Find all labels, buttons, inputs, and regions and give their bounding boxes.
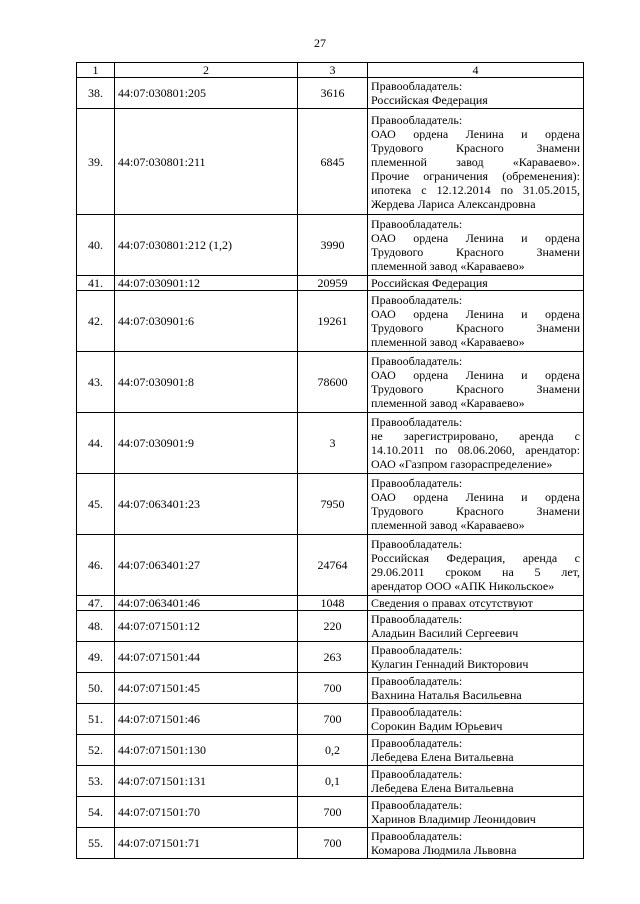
cadastral-number: 44:07:063401:46 [115,596,298,611]
rights-text-line: Правообладатель: [371,674,463,688]
rights-text-line: Правообладатель: [371,354,463,368]
rights-text-line: Сорокин Вадим Юрьевич [371,719,503,733]
table-row [77,215,584,276]
rights-text-line: Правообладатель: [371,476,463,490]
rights-text-line: Харинов Владимир Леонидович [371,812,536,826]
rights-text-line: Правообладатель: [371,612,463,626]
table-row [77,413,584,474]
plot-area: 3616 [298,78,368,109]
row-number: 54. [77,797,115,828]
rights-text-line: Кулагин Геннадий Викторович [371,657,529,671]
rights-holder-info [368,78,584,109]
rights-text-line: ОАО ордена Ленина и ордена [371,307,580,321]
table-row [77,596,584,611]
rights-holder-info [368,413,584,474]
plot-area: 263 [298,642,368,673]
rights-text-line: Вахнина Наталья Васильевна [371,688,522,702]
cadastral-number: 44:07:030801:212 (1,2) [115,215,298,276]
cadastral-number: 44:07:071501:130 [115,735,298,766]
rights-text-line: племенной завод «Караваево» [371,396,525,410]
rights-text-line: племенной завод «Караваево». [371,154,580,169]
row-number: 55. [77,828,115,859]
land-plots-table [76,62,584,859]
rights-text-line: Правообладатель: [371,537,463,551]
rights-text-line: Лебедева Елена Витальевна [371,750,514,764]
row-number: 43. [77,352,115,413]
rights-holder-info [368,642,584,673]
plot-area: 78600 [298,352,368,413]
rights-text-line: ОАО «Газпром газораспределение» [371,457,553,471]
rights-text-line: Трудового Красного Знамени [371,321,580,335]
cadastral-number: 44:07:071501:44 [115,642,298,673]
table-body [77,78,584,859]
plot-area: 1048 [298,596,368,611]
rights-text-line: ипотека с 12.12.2014 по 31.05.2015, [371,182,580,197]
rights-text-line: Трудового Красного Знамени [371,140,580,155]
table-row [77,766,584,797]
rights-text-line: Российская Федерация [371,93,488,107]
rights-text-line: Правообладатель: [371,217,463,231]
row-number: 51. [77,704,115,735]
row-number: 49. [77,642,115,673]
cadastral-number: 44:07:030901:6 [115,291,298,352]
plot-area: 220 [298,611,368,642]
rights-text-line: Правообладатель: [371,767,463,781]
rights-text-line: Прочие ограничения (обременения): [371,168,580,183]
row-number: 47. [77,596,115,611]
rights-text-line: Правообладатель: [371,798,463,812]
column-header-number: 1 [77,63,115,78]
plot-area: 19261 [298,291,368,352]
rights-text-line: ОАО ордена Ленина и ордена [371,490,580,504]
table-row [77,735,584,766]
plot-area: 3990 [298,215,368,276]
rights-holder-info [368,596,584,611]
table-row [77,291,584,352]
rights-holder-info [368,828,584,859]
rights-text-line: Правообладатель: [371,829,463,843]
rights-text-line: ОАО ордена Ленина и ордена [371,231,580,245]
rights-text-line: Правообладатель: [371,643,463,657]
plot-area: 0,2 [298,735,368,766]
row-number: 41. [77,276,115,291]
row-number: 39. [77,109,115,215]
cadastral-number: 44:07:071501:70 [115,797,298,828]
table-row [77,797,584,828]
plot-area: 700 [298,828,368,859]
cadastral-number: 44:07:071501:45 [115,673,298,704]
rights-text-line: 29.06.2011 сроком на 5 лет, [371,565,580,579]
table-row [77,673,584,704]
rights-text-line: Жердева Лариса Александровна [371,196,536,211]
row-number: 46. [77,535,115,596]
rights-holder-info [368,535,584,596]
plot-area: 700 [298,704,368,735]
table-row [77,704,584,735]
cadastral-number: 44:07:071501:131 [115,766,298,797]
rights-text-line: Лебедева Елена Витальевна [371,781,514,795]
rights-text-line: Сведения о правах отсутствуют [371,596,533,610]
rights-text-line: Трудового Красного Знамени [371,382,580,396]
rights-holder-info [368,704,584,735]
cadastral-number: 44:07:030901:9 [115,413,298,474]
rights-text-line: Трудового Красного Знамени [371,245,580,259]
rights-holder-info [368,291,584,352]
rights-text-line: Аладьин Василий Сергеевич [371,626,519,640]
rights-text-line: не зарегистрировано, аренда с [371,429,580,443]
rights-text-line: Российская Федерация [371,276,488,290]
rights-holder-info [368,352,584,413]
row-number: 52. [77,735,115,766]
rights-text-line: Правообладатель: [371,79,463,93]
rights-holder-info [368,673,584,704]
plot-area: 24764 [298,535,368,596]
plot-area: 20959 [298,276,368,291]
cadastral-number: 44:07:030901:8 [115,352,298,413]
cadastral-number: 44:07:030801:211 [115,109,298,215]
rights-text-line: племенной завод «Караваево» [371,259,525,273]
rights-holder-info [368,611,584,642]
rights-holder-info [368,215,584,276]
rights-text-line: Комарова Людмила Львовна [371,843,517,857]
row-number: 53. [77,766,115,797]
rights-text-line: Правообладатель: [371,705,463,719]
rights-text-line: ОАО ордена Ленина и ордена [371,368,580,382]
plot-area: 3 [298,413,368,474]
rights-text-line: Российская Федерация, аренда с [371,551,580,565]
rights-holder-info [368,276,584,291]
cadastral-number: 44:07:063401:23 [115,474,298,535]
rights-text-line: Трудового Красного Знамени [371,504,580,518]
rights-text-line: племенной завод «Караваево» [371,518,525,532]
rights-text-line: 14.10.2011 по 08.06.2060, арендатор: [371,443,580,457]
row-number: 38. [77,78,115,109]
plot-area: 700 [298,673,368,704]
table-row [77,352,584,413]
rights-holder-info [368,109,584,215]
row-number: 40. [77,215,115,276]
table-row [77,109,584,215]
cadastral-number: 44:07:071501:12 [115,611,298,642]
rights-text-line: племенной завод «Караваево» [371,335,525,349]
table-header-row [77,63,584,78]
table-row [77,611,584,642]
table-row [77,828,584,859]
row-number: 42. [77,291,115,352]
column-header-area: 3 [298,63,368,78]
rights-text-line: Правообладатель: [371,293,463,307]
rights-holder-info [368,474,584,535]
row-number: 50. [77,673,115,704]
rights-holder-info [368,766,584,797]
rights-text-line: Правообладатель: [371,112,463,127]
rights-text-line: Правообладатель: [371,736,463,750]
cadastral-number: 44:07:071501:71 [115,828,298,859]
table-row [77,535,584,596]
table-row [77,642,584,673]
plot-area: 6845 [298,109,368,215]
column-header-cadastral-number: 2 [115,63,298,78]
row-number: 45. [77,474,115,535]
cadastral-number: 44:07:030901:12 [115,276,298,291]
column-header-rights: 4 [368,63,584,78]
plot-area: 0,1 [298,766,368,797]
cadastral-number: 44:07:063401:27 [115,535,298,596]
rights-text-line: ОАО ордена Ленина и ордена [371,126,580,141]
cadastral-number: 44:07:030801:205 [115,78,298,109]
page-number: 27 [314,36,326,50]
plot-area: 7950 [298,474,368,535]
rights-holder-info [368,797,584,828]
rights-text-line: арендатор ООО «АПК Никольское» [371,579,555,593]
table-row [77,276,584,291]
cadastral-number: 44:07:071501:46 [115,704,298,735]
plot-area: 700 [298,797,368,828]
table-row [77,78,584,109]
rights-text-line: Правообладатель: [371,415,463,429]
row-number: 44. [77,413,115,474]
row-number: 48. [77,611,115,642]
table-row [77,474,584,535]
rights-holder-info [368,735,584,766]
